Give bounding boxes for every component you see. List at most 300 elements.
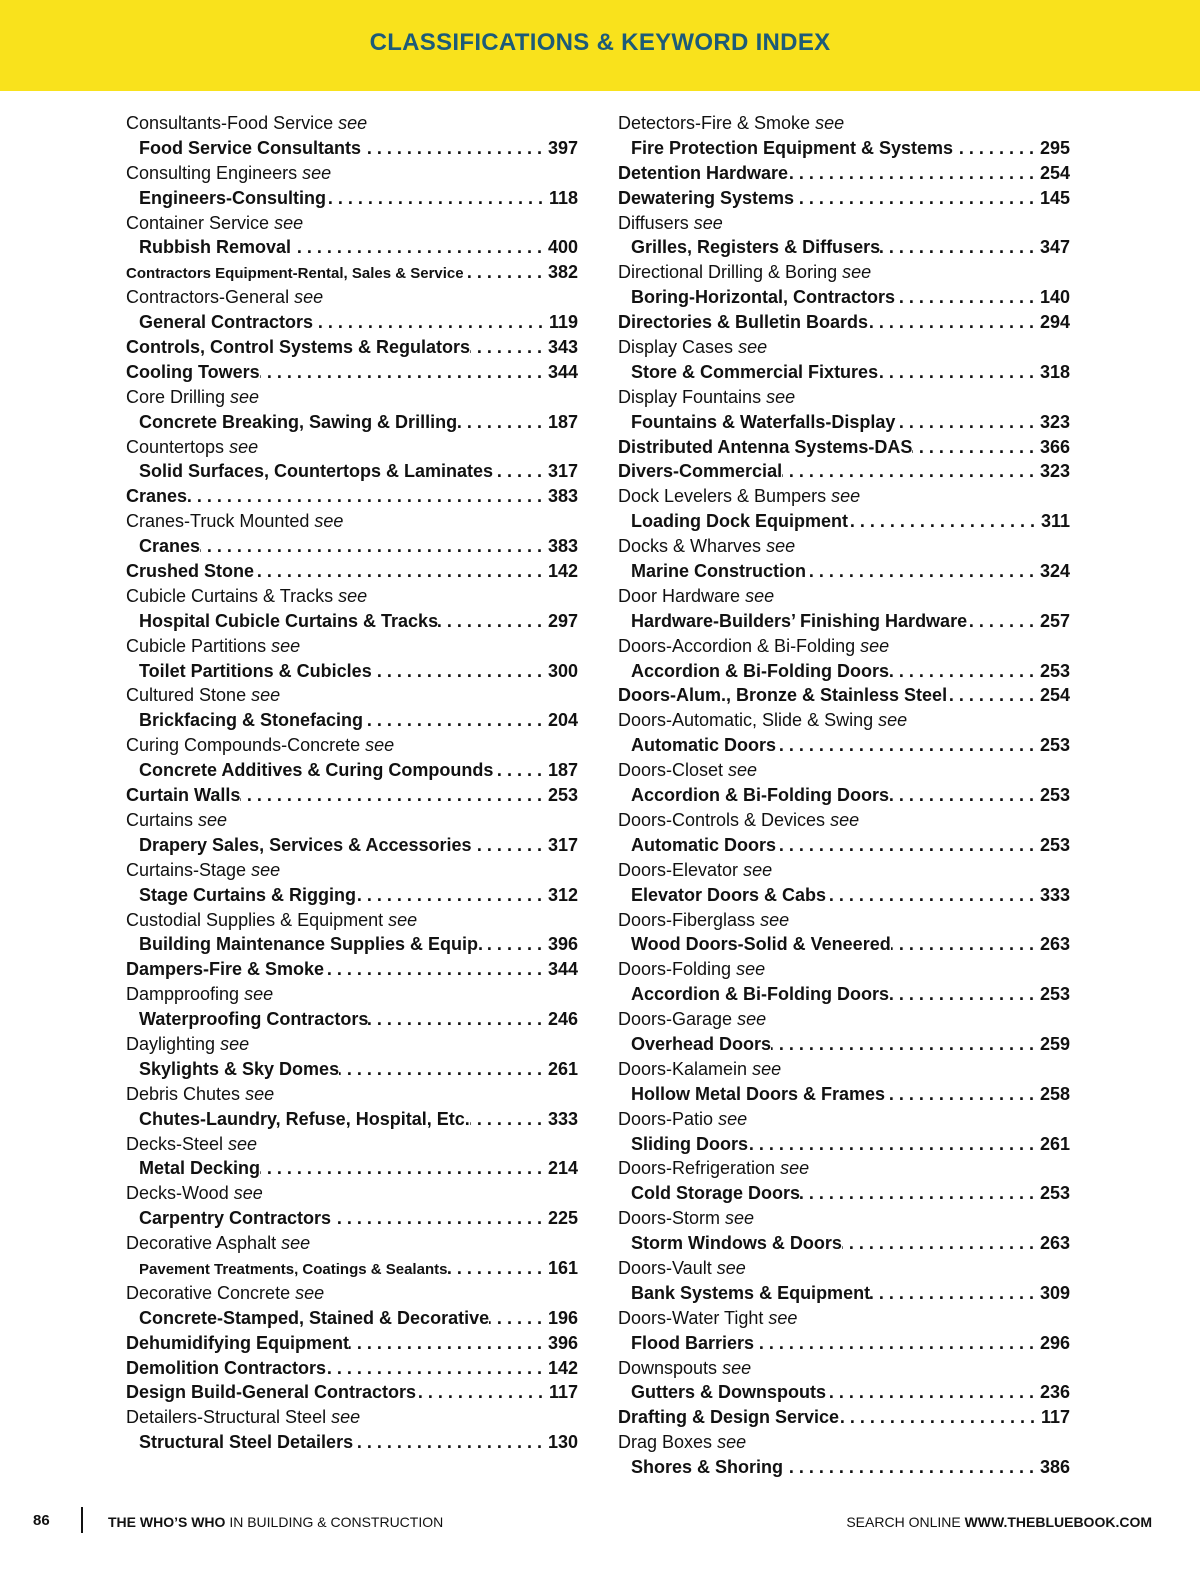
classification-entry [126, 360, 578, 385]
classification-subentry [618, 1082, 1070, 1107]
page-reference: 253 [1039, 785, 1070, 806]
see-marker: see [338, 585, 368, 606]
dot-leader [324, 957, 542, 982]
dot-leader [331, 1206, 542, 1231]
dot-leader [839, 1405, 1035, 1430]
entry-label: Drafting & Design Service [618, 1407, 840, 1428]
see-marker: see [728, 760, 758, 781]
classification-entry [618, 1405, 1070, 1430]
entry-label: Grilles, Registers & Diffusers [631, 237, 881, 258]
page-reference: 253 [1039, 984, 1070, 1005]
entry-label: Fountains & Waterfalls-Display [631, 411, 896, 432]
dot-leader [748, 1132, 1034, 1157]
classification-subentry [618, 1281, 1070, 1306]
entry-label: Concrete Additives & Curing Compounds [139, 760, 494, 781]
page-reference: 246 [547, 1009, 578, 1030]
page-reference: 118 [548, 187, 578, 208]
classification-subentry [618, 609, 1070, 634]
dot-leader [754, 1331, 1034, 1356]
entry-label: Doors-Closet [618, 760, 724, 781]
dot-leader [868, 310, 1034, 335]
entry-label: Custodial Supplies & Equipment [126, 909, 384, 930]
see-reference-entry [618, 957, 1070, 982]
page-reference: 253 [1039, 735, 1070, 756]
see-marker: see [244, 984, 274, 1005]
classification-subentry [126, 758, 578, 783]
page-reference: 309 [1039, 1282, 1070, 1303]
page-reference: 295 [1039, 137, 1070, 158]
page-reference: 187 [547, 411, 578, 432]
page-reference: 261 [547, 1058, 578, 1079]
see-reference-entry [126, 509, 578, 534]
entry-label: Doors-Patio [618, 1108, 714, 1129]
dot-leader [457, 410, 542, 435]
classification-subentry [618, 285, 1070, 310]
see-reference-entry [618, 1430, 1070, 1455]
page-reference: 343 [547, 337, 578, 358]
page-reference: 142 [547, 1357, 578, 1378]
see-marker: see [738, 337, 768, 358]
page-reference: 312 [547, 884, 578, 905]
page-reference: 396 [547, 934, 578, 955]
see-marker: see [717, 1432, 747, 1453]
dot-leader [353, 1430, 542, 1455]
entry-label: Doors-Controls & Devices [618, 809, 826, 830]
entry-label: Core Drilling [126, 386, 226, 407]
see-reference-entry [126, 385, 578, 410]
entry-label: Cranes-Truck Mounted [126, 511, 310, 532]
see-reference-entry [126, 733, 578, 758]
classification-subentry [126, 1256, 578, 1281]
classification-subentry [126, 1430, 578, 1455]
page-reference: 253 [1039, 1183, 1070, 1204]
see-marker: see [388, 909, 418, 930]
see-reference-entry [126, 683, 578, 708]
entry-label: Display Cases [618, 337, 734, 358]
dot-leader [783, 1455, 1034, 1480]
page-reference: 382 [547, 262, 578, 283]
see-marker: see [878, 710, 908, 731]
entry-label: Debris Chutes [126, 1083, 241, 1104]
page-number: 86 [33, 1512, 50, 1529]
publication-name [108, 1514, 443, 1530]
classification-entry [126, 1380, 578, 1405]
classification-entry [618, 310, 1070, 335]
entry-label: Structural Steel Detailers [139, 1432, 354, 1453]
see-reference-entry [618, 385, 1070, 410]
see-marker: see [768, 1307, 798, 1328]
entry-label: Divers-Commercial [618, 461, 783, 482]
see-marker: see [842, 262, 872, 283]
classification-subentry [126, 932, 578, 957]
entry-label: Demolition Contractors [126, 1357, 327, 1378]
see-reference-entry [618, 1206, 1070, 1231]
entry-label: Container Service [126, 212, 270, 233]
see-marker: see [752, 1058, 782, 1079]
page-reference: 318 [1039, 361, 1070, 382]
classification-subentry [618, 1181, 1070, 1206]
classification-subentry [618, 1331, 1070, 1356]
classification-entry [618, 683, 1070, 708]
dot-leader [291, 235, 542, 260]
entry-label: Cooling Towers [126, 361, 260, 382]
see-reference-entry [618, 908, 1070, 933]
entry-label: Hospital Cubicle Curtains & Tracks [139, 610, 439, 631]
page-reference: 400 [547, 237, 578, 258]
entry-label: Dehumidifying Equipment [126, 1332, 349, 1353]
page-reference: 225 [547, 1208, 578, 1229]
classification-subentry [618, 733, 1070, 758]
see-reference-entry [618, 1107, 1070, 1132]
see-reference-entry [618, 534, 1070, 559]
see-reference-entry [618, 1156, 1070, 1181]
see-reference-entry [126, 435, 578, 460]
entry-label: Accordion & Bi-Folding Doors [631, 660, 889, 681]
classification-subentry [618, 1455, 1070, 1480]
see-reference-entry [126, 634, 578, 659]
classification-entry [618, 161, 1070, 186]
dot-leader [447, 1256, 542, 1281]
page-reference: 347 [1039, 237, 1070, 258]
classification-subentry [618, 559, 1070, 584]
dot-leader [826, 1380, 1034, 1405]
classification-subentry [618, 982, 1070, 1007]
entry-label: Doors-Water Tight [618, 1307, 764, 1328]
page-reference: 333 [547, 1108, 578, 1129]
see-reference-entry [126, 1032, 578, 1057]
dot-leader [464, 260, 542, 285]
dot-leader [794, 186, 1034, 211]
publication-name-bold: THE WHO’S WHO [108, 1514, 226, 1530]
dot-leader [891, 932, 1034, 957]
see-reference-entry [126, 808, 578, 833]
page-reference: 204 [547, 710, 578, 731]
dot-leader [953, 136, 1034, 161]
classification-subentry [126, 883, 578, 908]
classification-entry [126, 957, 578, 982]
entry-label: Downspouts [618, 1357, 718, 1378]
page-reference: 297 [547, 610, 578, 631]
entry-label: Doors-Elevator [618, 859, 739, 880]
entry-label: Overhead Doors [631, 1033, 772, 1054]
see-marker: see [815, 113, 845, 133]
see-marker: see [251, 685, 281, 706]
see-reference-entry [618, 1256, 1070, 1281]
entry-label: Doors-Garage [618, 1009, 733, 1030]
entry-label: Rubbish Removal [139, 237, 292, 258]
see-marker: see [271, 635, 301, 656]
page-reference: 258 [1039, 1083, 1070, 1104]
see-marker: see [230, 386, 260, 407]
classification-entry [618, 435, 1070, 460]
entry-label: Drag Boxes [618, 1432, 713, 1453]
classification-subentry [126, 1057, 578, 1082]
page-reference: 145 [1039, 187, 1070, 208]
dot-leader [313, 310, 543, 335]
dot-leader [771, 1032, 1034, 1057]
page-reference: 296 [1039, 1332, 1070, 1353]
page-reference: 187 [547, 760, 578, 781]
dot-leader [826, 883, 1034, 908]
entry-label: Cultured Stone [126, 685, 247, 706]
entry-label: Consultants-Food Service [126, 113, 334, 133]
see-marker: see [198, 809, 228, 830]
entry-label: Loading Dock Equipment [631, 511, 849, 532]
dot-leader [361, 136, 542, 161]
see-reference-entry [618, 1007, 1070, 1032]
see-marker: see [766, 536, 796, 557]
entry-label: Boring-Horizontal, Contractors [631, 287, 895, 308]
page-reference: 300 [547, 660, 578, 681]
dot-leader [889, 659, 1034, 684]
footer-divider [81, 1507, 83, 1533]
entry-label: Display Fountains [618, 386, 762, 407]
dot-leader [489, 1306, 542, 1331]
entry-label: Directional Drilling & Boring [618, 262, 838, 283]
entry-label: Stage Curtains & Rigging [139, 884, 357, 905]
see-marker: see [831, 486, 861, 507]
classification-subentry [126, 186, 578, 211]
header-band [0, 0, 1200, 91]
dot-leader [967, 609, 1034, 634]
see-reference-entry [618, 758, 1070, 783]
page-reference: 142 [547, 561, 578, 582]
entry-label: Cubicle Partitions [126, 635, 267, 656]
classification-subentry [126, 1007, 578, 1032]
page-title: CLASSIFICATIONS & KEYWORD INDEX [369, 28, 831, 56]
dot-leader [187, 484, 542, 509]
entry-label: Crushed Stone [126, 561, 255, 582]
classification-subentry [126, 235, 578, 260]
dot-leader [260, 360, 542, 385]
see-marker: see [220, 1033, 250, 1054]
dot-leader [848, 509, 1035, 534]
entry-label: Distributed Antenna Systems-DAS [618, 436, 913, 457]
page-reference: 254 [1039, 162, 1070, 183]
entry-label: Doors-Refrigeration [618, 1158, 776, 1179]
classification-entry [126, 783, 578, 808]
page-reference: 386 [1039, 1457, 1070, 1478]
entry-label: Dampproofing [126, 984, 240, 1005]
dot-leader [356, 883, 542, 908]
entry-label: Accordion & Bi-Folding Doors [631, 984, 889, 1005]
see-marker: see [245, 1083, 275, 1104]
entry-label: Directories & Bulletin Boards [618, 312, 869, 333]
classification-subentry [126, 1306, 578, 1331]
see-reference-entry [126, 111, 578, 136]
see-reference-entry [126, 1181, 578, 1206]
classification-entry [126, 1331, 578, 1356]
entry-label: Hollow Metal Doors & Frames [631, 1083, 886, 1104]
left-index-column [126, 111, 578, 1455]
dot-leader [912, 435, 1034, 460]
classification-subentry [126, 136, 578, 161]
entry-label: Gutters & Downspouts [631, 1382, 827, 1403]
page-reference: 196 [547, 1307, 578, 1328]
see-reference-entry [618, 808, 1070, 833]
dot-leader [885, 1082, 1034, 1107]
see-marker: see [716, 1257, 746, 1278]
dot-leader [870, 1281, 1034, 1306]
entry-label: Cold Storage Doors [631, 1183, 801, 1204]
entry-label: Sliding Doors [631, 1133, 748, 1154]
see-marker: see [229, 436, 259, 457]
dot-leader [493, 758, 542, 783]
page-reference: 117 [1040, 1407, 1070, 1428]
see-marker: see [737, 1009, 767, 1030]
page-reference: 263 [1039, 1233, 1070, 1254]
see-marker: see [780, 1158, 810, 1179]
entry-label: Curtains-Stage [126, 859, 247, 880]
see-reference-entry [126, 1132, 578, 1157]
see-reference-entry [618, 260, 1070, 285]
dot-leader [438, 609, 542, 634]
entry-label: Wood Doors-Solid & Veneered [631, 934, 891, 955]
see-reference-entry [126, 982, 578, 1007]
entry-label: Toilet Partitions & Cubicles [139, 660, 372, 681]
see-marker: see [228, 1133, 258, 1154]
entry-label: Decks-Wood [126, 1183, 229, 1204]
entry-label: Accordion & Bi-Folding Doors [631, 785, 889, 806]
entry-label: Controls, Control Systems & Regulators [126, 337, 471, 358]
entry-label: Dewatering Systems [618, 187, 795, 208]
dot-leader [416, 1380, 543, 1405]
website-link[interactable]: WWW.THEBLUEBOOK.COM [964, 1514, 1152, 1530]
page-reference: 214 [547, 1158, 578, 1179]
entry-label: Decorative Concrete [126, 1282, 291, 1303]
see-marker: see [233, 1183, 263, 1204]
dot-leader [800, 1181, 1034, 1206]
entry-label: Cranes [126, 486, 188, 507]
classification-subentry [126, 459, 578, 484]
classification-subentry [126, 1206, 578, 1231]
entry-label: Food Service Consultants [139, 137, 362, 158]
entry-label: Concrete-Stamped, Stained & Decorative [139, 1307, 490, 1328]
entry-label: Contractors Equipment-Rental, Sales & Service [126, 265, 464, 283]
dot-leader [363, 708, 542, 733]
dot-leader [788, 161, 1034, 186]
dot-leader [260, 1156, 542, 1181]
entry-label: Decorative Asphalt [126, 1233, 277, 1254]
page-reference: 119 [548, 312, 578, 333]
dot-leader [782, 459, 1034, 484]
dot-leader [806, 559, 1034, 584]
entry-label: Doors-Alum., Bronze & Stainless Steel [618, 685, 948, 706]
entry-label: Cubicle Curtains & Tracks [126, 585, 334, 606]
entry-label: Pavement Treatments, Coatings & Sealants [139, 1260, 448, 1278]
search-online [846, 1514, 1152, 1530]
search-online-label: SEARCH ONLINE [846, 1514, 965, 1530]
dot-leader [947, 683, 1034, 708]
entry-label: Doors-Storm [618, 1208, 721, 1229]
see-marker: see [718, 1108, 748, 1129]
page-reference: 317 [547, 461, 578, 482]
entry-label: Diffusers [618, 212, 689, 233]
classification-entry [618, 186, 1070, 211]
page-reference: 311 [1040, 511, 1070, 532]
dot-leader [889, 783, 1034, 808]
dot-leader [889, 982, 1034, 1007]
dot-leader [200, 534, 542, 559]
dot-leader [326, 186, 543, 211]
dot-leader [470, 335, 542, 360]
classification-subentry [618, 1231, 1070, 1256]
right-index-column [618, 111, 1070, 1480]
entry-label: Detectors-Fire & Smoke [618, 113, 811, 133]
dot-leader [776, 833, 1034, 858]
see-reference-entry [618, 211, 1070, 236]
see-reference-entry [618, 858, 1070, 883]
classification-entry [618, 459, 1070, 484]
entry-label: Daylighting [126, 1033, 216, 1054]
page-reference: 253 [1039, 660, 1070, 681]
see-marker: see [251, 859, 281, 880]
see-marker: see [722, 1357, 752, 1378]
dot-leader [776, 733, 1034, 758]
classification-subentry [126, 659, 578, 684]
entry-label: Docks & Wharves [618, 536, 762, 557]
see-reference-entry [126, 161, 578, 186]
see-reference-entry [126, 285, 578, 310]
entry-label: Fire Protection Equipment & Systems [631, 137, 954, 158]
entry-label: Elevator Doors & Cabs [631, 884, 827, 905]
dot-leader [483, 932, 542, 957]
page-reference: 236 [1039, 1382, 1070, 1403]
classification-subentry [126, 410, 578, 435]
entry-label: Doors-Vault [618, 1257, 712, 1278]
entry-label: Store & Commercial Fixtures [631, 361, 879, 382]
entry-label: Shores & Shoring [631, 1457, 784, 1478]
entry-label: Solid Surfaces, Countertops & Laminates [139, 461, 494, 482]
entry-label: Automatic Doors [631, 735, 777, 756]
see-marker: see [830, 809, 860, 830]
page-reference: 261 [1039, 1133, 1070, 1154]
page-reference: 383 [547, 486, 578, 507]
entry-label: Decks-Steel [126, 1133, 224, 1154]
page-reference: 257 [1039, 610, 1070, 631]
page-reference: 253 [1039, 834, 1070, 855]
see-reference-entry [126, 858, 578, 883]
see-reference-entry [126, 1405, 578, 1430]
entry-label: Concrete Breaking, Sawing & Drilling [139, 411, 458, 432]
entry-label: Curtains [126, 809, 194, 830]
see-reference-entry [618, 634, 1070, 659]
page-reference: 366 [1039, 436, 1070, 457]
see-marker: see [274, 212, 304, 233]
classification-subentry [126, 833, 578, 858]
page-reference: 130 [547, 1432, 578, 1453]
see-marker: see [766, 386, 796, 407]
entry-label: General Contractors [139, 312, 314, 333]
page-reference: 323 [1039, 461, 1070, 482]
see-reference-entry [126, 584, 578, 609]
page-reference: 259 [1039, 1033, 1070, 1054]
see-reference-entry [126, 1082, 578, 1107]
page-footer [0, 1500, 1200, 1544]
page-reference: 397 [547, 137, 578, 158]
entry-label: Skylights & Sky Domes [139, 1058, 340, 1079]
see-reference-entry [126, 908, 578, 933]
entry-label: Design Build-General Contractors [126, 1382, 417, 1403]
classification-subentry [618, 360, 1070, 385]
dot-leader [472, 833, 542, 858]
page-reference: 317 [547, 834, 578, 855]
see-marker: see [860, 635, 890, 656]
entry-label: Chutes-Laundry, Refuse, Hospital, Etc. [139, 1108, 470, 1129]
classification-subentry [618, 410, 1070, 435]
see-marker: see [745, 585, 775, 606]
see-marker: see [743, 859, 773, 880]
